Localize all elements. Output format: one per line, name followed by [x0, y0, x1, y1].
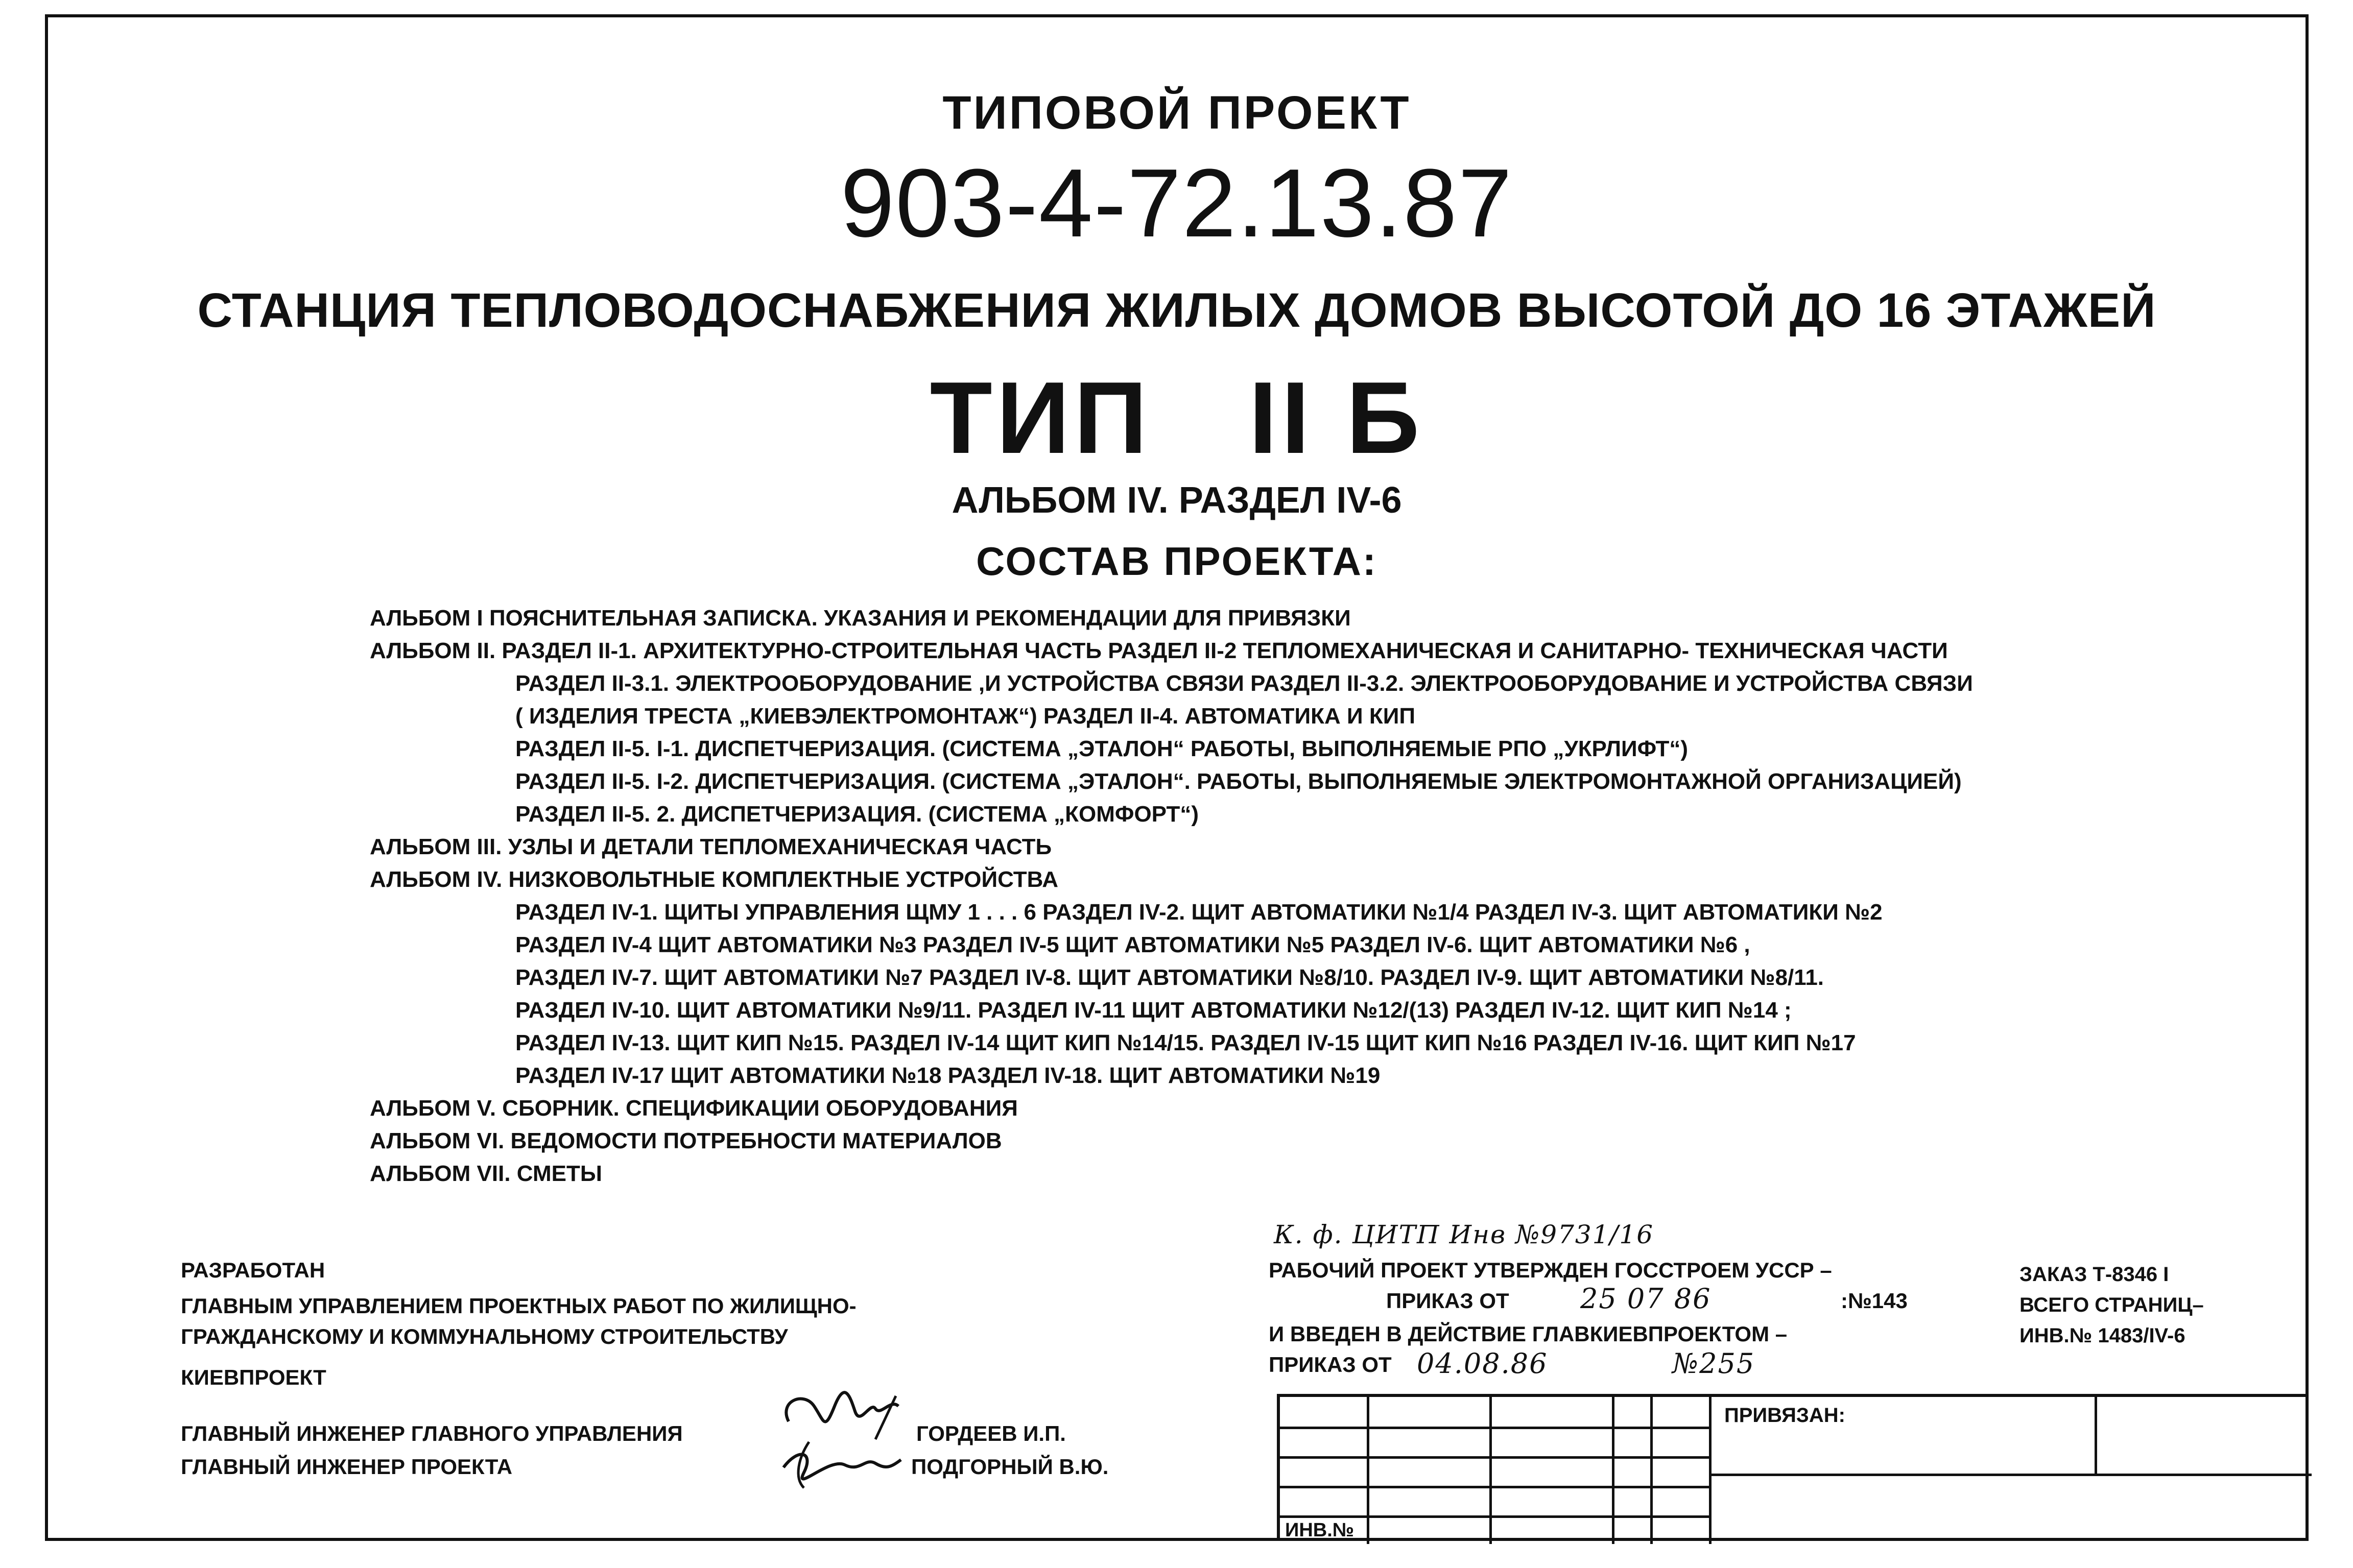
contents-item: ( ИЗДЕЛИЯ ТРЕСТА „КИЕВЭЛЕКТРОМОНТАЖ“) РАЗДЕЛ II-4. АВТОМАТИКА И КИП [515, 704, 1415, 729]
title-block-stamp [1277, 1394, 2309, 1541]
approval-line3: И ВВЕДЕН В ДЕЙСТВИЕ ГЛАВКИЕВПРОЕКТОМ – [1269, 1322, 1788, 1346]
project-number: 903-4-72.13.87 [840, 149, 1513, 257]
contents-item: РАЗДЕЛ IV-10. ЩИТ АВТОМАТИКИ №9/11. РАЗДЕЛ IV-11 ЩИТ АВТОМАТИКИ №12/(13) РАЗДЕЛ IV-12. ЩИТ КИП №14 ; [515, 998, 1792, 1023]
signature-2 [773, 1437, 906, 1493]
contents-item: РАЗДЕЛ IV-7. ЩИТ АВТОМАТИКИ №7 РАЗДЕЛ IV-8. ЩИТ АВТОМАТИКИ №8/10. РАЗДЕЛ IV-9. ЩИТ АВТОМАТИКИ №8/11. [515, 965, 1824, 990]
contents-item: АЛЬБОМ VI. ВЕДОМОСТИ ПОТРЕБНОСТИ МАТЕРИАЛОВ [370, 1128, 1002, 1153]
order-code: ЗАКАЗ Т-8346 I [2019, 1263, 2169, 1286]
order2-label: ПРИКАЗ ОТ [1269, 1353, 1392, 1377]
composition-heading: СОСТАВ ПРОЕКТА: [976, 539, 1377, 584]
total-pages: ВСЕГО СТРАНИЦ– [2019, 1294, 2204, 1316]
attached-label: ПРИВЯЗАН: [1724, 1404, 1845, 1427]
contents-item: РАЗДЕЛ IV-1. ЩИТЫ УПРАВЛЕНИЯ ЩМУ 1 . . . 6 РАЗДЕЛ IV-2. ЩИТ АВТОМАТИКИ №1/4 РАЗДЕЛ IV-3. ЩИТ АВТОМАТИКИ №2 [515, 900, 1883, 925]
contents-item: АЛЬБОМ V. СБОРНИК. СПЕЦИФИКАЦИИ ОБОРУДОВАНИЯ [370, 1096, 1018, 1121]
project-engineer-name: ПОДГОРНЫЙ В.Ю. [911, 1455, 1109, 1479]
project-engineer-role: ГЛАВНЫЙ ИНЖЕНЕР ПРОЕКТА [181, 1455, 513, 1479]
contents-item: РАЗДЕЛ II-5. 2. ДИСПЕТЧЕРИЗАЦИЯ. (СИСТЕМА „КОМФОРТ“) [515, 802, 1199, 827]
signature-1 [773, 1386, 906, 1442]
approval-line1: РАБОЧИЙ ПРОЕКТ УТВЕРЖДЕН ГОССТРОЕМ УССР – [1269, 1258, 1832, 1282]
chief-engineer-name: ГОРДЕЕВ И.П. [916, 1421, 1066, 1445]
contents-item: АЛЬБОМ II. РАЗДЕЛ II-1. АРХИТЕКТУРНО-СТРОИТЕЛЬНАЯ ЧАСТЬ РАЗДЕЛ II-2 ТЕПЛОМЕХАНИЧЕСКАЯ И САНИТАРНО- ТЕХНИЧЕСКАЯ ЧАСТИ [370, 638, 1948, 663]
project-type: ТИП II Б [930, 361, 1424, 475]
contents-item: АЛЬБОМ III. УЗЛЫ И ДЕТАЛИ ТЕПЛОМЕХАНИЧЕСКАЯ ЧАСТЬ [370, 834, 1052, 859]
order2-number: №255 [1672, 1347, 1755, 1380]
developer-label: РАЗРАБОТАН [181, 1258, 325, 1282]
chief-engineer-role: ГЛАВНЫЙ ИНЖЕНЕР ГЛАВНОГО УПРАВЛЕНИЯ [181, 1421, 683, 1445]
order1-label: ПРИКАЗ ОТ [1386, 1289, 1509, 1313]
contents-item: РАЗДЕЛ II-5. I-1. ДИСПЕТЧЕРИЗАЦИЯ. (СИСТЕМА „ЭТАЛОН“ РАБОТЫ, ВЫПОЛНЯЕМЫЕ РПО „УКРЛИФТ“) [515, 736, 1689, 761]
project-label: ТИПОВОЙ ПРОЕКТ [942, 87, 1411, 139]
order1-date: 25 07 86 [1580, 1283, 1712, 1315]
institute-name: КИЕВПРОЕКТ [181, 1365, 326, 1389]
contents-item: АЛЬБОМ IV. НИЗКОВОЛЬТНЫЕ КОМПЛЕКТНЫЕ УСТРОЙСТВА [370, 867, 1059, 892]
developer-org-line1: ГЛАВНЫМ УПРАВЛЕНИЕМ ПРОЕКТНЫХ РАБОТ ПО ЖИЛИЩНО- [181, 1294, 857, 1318]
contents-item: АЛЬБОМ VII. СМЕТЫ [370, 1161, 602, 1186]
handwritten-note: К. ф. ЦИТП Инв №9731/16 [1274, 1220, 1654, 1249]
drawing-frame [45, 14, 2309, 1541]
contents-item: РАЗДЕЛ II-5. I-2. ДИСПЕТЧЕРИЗАЦИЯ. (СИСТЕМА „ЭТАЛОН“. РАБОТЫ, ВЫПОЛНЯЕМЫЕ ЭЛЕКТРОМОНТАЖНОЙ ОРГАНИЗАЦИЕЙ) [515, 769, 1962, 794]
contents-item: АЛЬБОМ I ПОЯСНИТЕЛЬНАЯ ЗАПИСКА. УКАЗАНИЯ И РЕКОМЕНДАЦИИ ДЛЯ ПРИВЯЗКИ [370, 606, 1351, 631]
order1-number: :№143 [1841, 1289, 1908, 1313]
inventory-number: ИНВ.№ 1483/IV-6 [2019, 1324, 2185, 1347]
order2-date: 04.08.86 [1417, 1347, 1548, 1380]
album-section: АЛЬБОМ IV. РАЗДЕЛ IV-6 [952, 480, 1402, 521]
developer-org-line2: ГРАЖДАНСКОМУ И КОММУНАЛЬНОМУ СТРОИТЕЛЬСТВУ [181, 1324, 788, 1348]
contents-item: РАЗДЕЛ II-3.1. ЭЛЕКТРООБОРУДОВАНИЕ ,И УСТРОЙСТВА СВЯЗИ РАЗДЕЛ II-3.2. ЭЛЕКТРООБОРУДОВАНИЕ И УСТРОЙСТВА СВЯЗИ [515, 671, 1973, 696]
contents-item: РАЗДЕЛ IV-13. ЩИТ КИП №15. РАЗДЕЛ IV-14 ЩИТ КИП №14/15. РАЗДЕЛ IV-15 ЩИТ КИП №16 РАЗДЕЛ IV-16. ЩИТ КИП №17 [515, 1030, 1856, 1055]
contents-item: РАЗДЕЛ IV-4 ЩИТ АВТОМАТИКИ №3 РАЗДЕЛ IV-5 ЩИТ АВТОМАТИКИ №5 РАЗДЕЛ IV-6. ЩИТ АВТОМАТИКИ №6 , [515, 932, 1750, 957]
inventory-label: ИНВ.№ [1285, 1519, 1354, 1541]
project-title: СТАНЦИЯ ТЕПЛОВОДОСНАБЖЕНИЯ ЖИЛЫХ ДОМОВ ВЫСОТОЙ ДО 16 ЭТАЖЕЙ [197, 283, 2156, 337]
contents-item: РАЗДЕЛ IV-17 ЩИТ АВТОМАТИКИ №18 РАЗДЕЛ IV-18. ЩИТ АВТОМАТИКИ №19 [515, 1063, 1381, 1088]
